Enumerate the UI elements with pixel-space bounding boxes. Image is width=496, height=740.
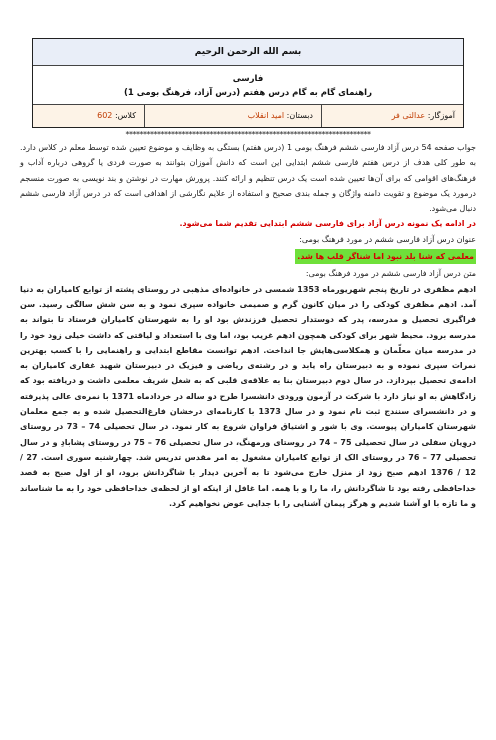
class-value: 602 [97, 111, 113, 120]
subject-title: فارسی [232, 74, 264, 84]
school-cell [144, 105, 321, 127]
lesson-title: راهنمای گام به گام درس هفتم (درس آزاد، فرهنگ بومی 1) [124, 88, 372, 98]
lesson-title-block [33, 66, 463, 105]
school-label: دبستان: [286, 111, 313, 120]
info-row [33, 105, 463, 127]
red-intro-line: در ادامه یک نمونه درس آزاد برای فارسی ششم ابتدایی تقدیم شما می‌شود. [179, 219, 476, 229]
star-separator: ********************************************************************** [125, 130, 371, 139]
teacher-value: عدالتی فر [391, 111, 426, 120]
class-cell [33, 105, 144, 127]
teacher-label: آموزگار: [427, 111, 455, 120]
topic-line: عنوان درس آزاد فارسی ششم در مورد فرهنگ بومی: [299, 234, 476, 244]
text-heading: متن درس آزاد فارسی ششم در مورد فرهنگ بومی: [305, 269, 476, 279]
bismillah-heading: بسم الله الرحمن الرحیم [33, 39, 463, 66]
lesson-header-table [32, 38, 464, 128]
document-body [20, 140, 476, 511]
story-paragraph: ادهم مظفری در تاریخ پنجم شهریورماه 1353 شمسی در خانواده‌ای مذهبی در روستای پشته از توابع کامیاران به دنیا آمد. ادهم مظفری کودکی را در میان کانون گرم و صمیمی خانواده سپری نمود و به سن شش سالگی رسید. سن فراگیری تحصیل و مدرسه، پدر که دوستدار تحصیل فرزندش بود او را به شهرستان کامیاران فرستاد تا بتواند به مدرسه برود. محیط شهر برای کودکی همچون ادهم غریب بود، اما وی با استعداد و لیاقتی که داشت خیلی زود خود را در مدرسه میان معلّمان و همکلاسی‌هایش جا انداخت. ادهم توانست مقاطع ابتدایی و راهنمایی را با کسب بهترین نمرات سپری نموده و به دبیرستان راه یابد و در رشته‌ی ریاضی و فیزیک در دبیرستان شهید غفاری کامیاران به ادامه‌ی تحصیل بپردازد. در سال دوم دبیرستان بنا به علاقه‌ی قلبی که به شغل شریف معلمی داشت و دریافته بود که زادگاهش به او نیاز دارد با شرکت در آزمون ورودی دانشسرا طرح دو ساله در خردادماه 1371 با نمره‌ی عالی پذیرفته و در دانشسرای سنندج ثبت نام نمود و در سال 1373 با کارنامه‌ای درخشان فارغ‌التحصیل شده و به جمع معلمان شهرستان کامیاران پیوست. وی با شور و اشتیاق فراوان شروع به کار نمود. در سال تحصیلی 74 – 73 در روستای دروِیان سفلی در سال تحصیلی 75 – 74 در روستای ورمهنگ، در سال تحصیلی 76 – 75 در روستای پشابادِ و در سال تحصیلی 77 – 76 در روستای الک از توابع کامیاران مشغول به امر مقدس تدریس شد. چهارشنبه سوری است. 27 / 12 / 1376 ادهم صبح زود از منزل خارج می‌شود تا به آخرین دیدار با شاگردانش برود، او از اول صبح به قصد خداحافظی رفته بود تا شاگردانش را، ما را و با همه. اما غافل از اینکه او از لحظه‌ی خداحافظی خود را به ما شناساند و ما تازه با او آشنا شدیم و هرگز پیمان آشنایی را با جدایی عوض نخواهیم کرد. [20, 284, 476, 508]
lesson-topic-highlight: معلمی که شنا بلد نبود اما شناگر قلب ها شد. [295, 249, 476, 264]
school-value: امید انقلاب [247, 111, 285, 120]
document-page [0, 38, 496, 740]
intro-paragraph: جواب صفحه 54 درس آزاد فارسی ششم فرهنگ بومی 1 (درس هفتم) بستگی به وظایف و موضوع تعیین شده توسط معلم در کلاس دارد. به طور کلی هدف از درس هفتم فارسی ششم ابتدایی این است که دانش آموزان بتوانند به صورت فردی یا گروهی درباره آداب و فرهنگ‌های اقوامی که برای آن‌ها تعیین شده است یک درس تنظیم و ارائه کنند. پرورش مهارت در نوشتن و بند نویسی به صورت منسجم درمورد یک موضوع و تقویت دامنه واژگان و جمله بندی صحیح و استفاده از علایم نگارشی از اهدافی است که در درس آزاد فارسی ششم دنبال می‌شود. [20, 143, 476, 214]
teacher-cell [321, 105, 463, 127]
class-label: کلاس: [114, 111, 136, 120]
